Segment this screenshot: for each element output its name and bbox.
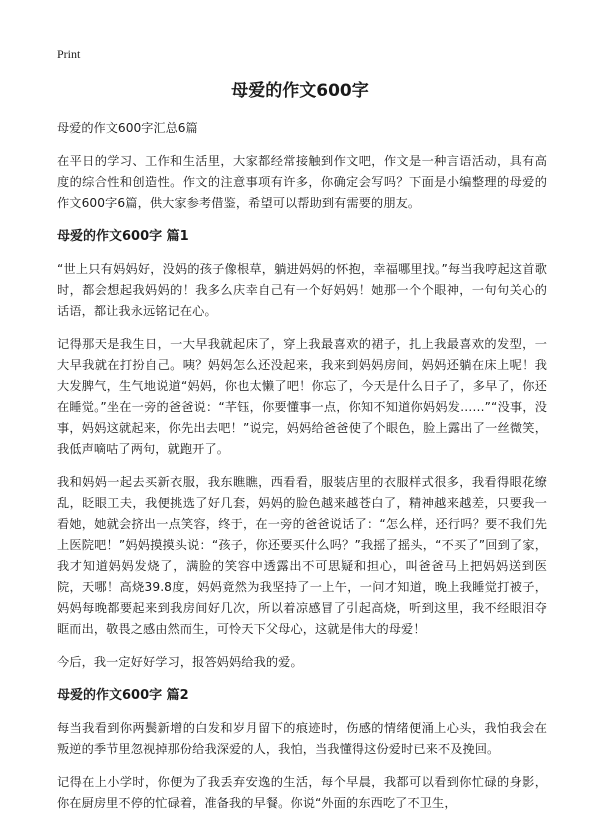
paragraph: 记得那天是我生日，一大早我就起床了，穿上我最喜欢的裙子，扎上我最喜欢的发型，一大早我就在打扮自己。咦？妈妈怎么还没起来，我来到妈妈房间，妈妈还躺在床上呢！我大发脾气，生气地说道“妈妈，你也太懒了吧！你忘了，今天是什么日子了，多早了，你还在睡觉。”坐在一旁的爸爸说：“芊钰，你要懂事一点，你知不知道你妈妈发……”“没事，没事，妈妈这就起来，你先出去吧！”说完，妈妈给爸爸使了个眼色，脸上露出了一丝微笑，我低声嘀咕了两句，就跑开了。 — [57, 337, 547, 456]
document-title: 母爱的作文600字 — [231, 81, 369, 101]
print-link[interactable]: Print — [57, 47, 81, 61]
paragraph: 我和妈妈一起去买新衣服，我东瞧瞧，西看看，服装店里的衣服样式很多，我看得眼花缭乱，眨眼工夫，我便挑选了好几套，妈妈的脸色越来越苍白了，精神越来越差，只要我一看她，她就会挤出一点笑容，终于，在一旁的爸爸说话了：“怎么样，还行吗？要不我们先上医院吧！”妈妈摸摸头说：“孩子，你还要买什么吗？”我摇了摇头，“不买了”回到了家，我才知道妈妈发烧了，满脸的笑容中透露出不可思疑和担心，叫爸爸马上把妈妈送到医院，天哪！高烧39.8度，妈妈竟然为我坚持了一上午，一问才知道，晚上我睡觉打被子，妈妈每晚都要起来到我房间好几次，所以着凉感冒了引起高烧，听到这里，我不经眼泪夺眶而出，敬畏之感由然而生，可怜天下父母心，这就是伟大的母爱！ — [57, 475, 547, 636]
section-heading: 母爱的作文600字 篇2 — [57, 688, 189, 703]
paragraph: “世上只有妈妈好，没妈的孩子像根草，躺进妈妈的怀抱，幸福哪里找。”每当我哼起这首歌时，都会想起我妈妈的！我多么庆幸自己有一个好妈妈！她那一个个眼神，一句句关心的话语，都让我永远铭记在心。 — [57, 262, 547, 318]
document-body — [57, 118, 547, 826]
section-heading: 母爱的作文600字 篇1 — [57, 229, 189, 244]
paragraph: 今后，我一定好好学习，报答妈妈给我的爱。 — [57, 655, 303, 669]
paragraph: 记得在上小学时，你便为了我丢弃安逸的生活，每个早晨，我都可以看到你忙碌的身影，你在厨房里不停的忙碌着，准备我的早餐。你说“外面的东西吃了不卫生， — [57, 775, 547, 810]
intro-paragraph: 在平日的学习、工作和生活里，大家都经常接触到作文吧，作文是一种言语活动，具有高度的综合性和创造性。作文的注意事项有许多，你确定会写吗？下面是小编整理的母爱的作文600字6篇，供大家参考借鉴，希望可以帮助到有需要的朋友。 — [57, 154, 547, 210]
paragraph: 每当我看到你两鬓新增的白发和岁月留下的痕迹时，伤感的情绪便涌上心头，我怕我会在叛逆的季节里忽视掉那份给我深爱的人，我怕，当我懂得这份爱时已来不及挽回。 — [57, 721, 547, 756]
document-subtitle: 母爱的作文600字汇总6篇 — [57, 121, 198, 135]
